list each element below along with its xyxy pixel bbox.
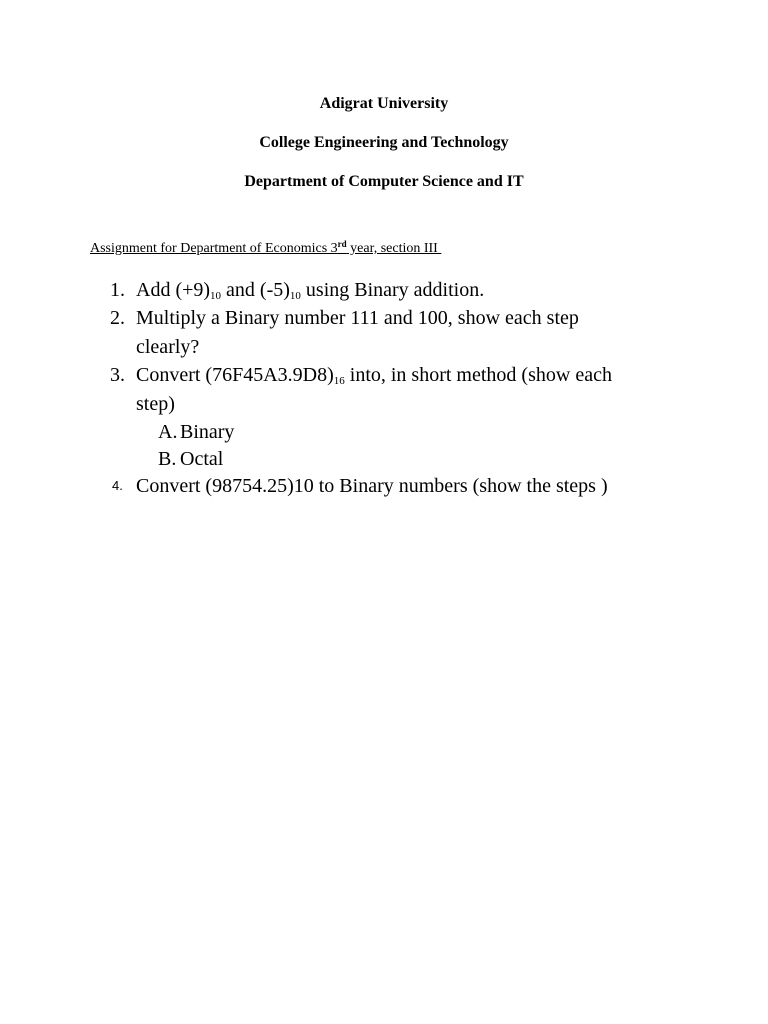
option-b-label: Octal: [180, 448, 224, 470]
option-a-letter: A.: [158, 421, 178, 443]
assignment-title-ordinal: rd: [337, 239, 347, 249]
question-1-number: 1.: [110, 279, 125, 301]
university-heading: Adigrat University: [319, 95, 449, 112]
question-3-base: 16: [333, 375, 345, 387]
question-1-base-a: 10: [210, 290, 222, 302]
question-4: [112, 472, 608, 500]
question-3-option-b: [158, 445, 223, 473]
assignment-title: [90, 239, 441, 259]
question-3-option-a: [158, 418, 234, 446]
assignment-title-suffix: year, section III: [346, 241, 442, 256]
question-2-line-1: Multiply a Binary number 111 and 100, show each step: [136, 307, 579, 329]
question-4-text: Convert (98754.25)10 to Binary numbers (show the steps ): [136, 475, 608, 497]
college-heading: College Engineering and Technology: [259, 134, 509, 151]
question-3-continuation: [136, 390, 175, 418]
question-4-number: 4.: [112, 478, 123, 493]
question-2-line-2: clearly?: [136, 336, 200, 358]
question-3-line-2: step): [136, 393, 175, 415]
question-1-text-b: and (-5): [221, 279, 290, 301]
question-1-base-b: 10: [289, 290, 301, 302]
assignment-title-prefix: Assignment for Department of Economics 3: [90, 241, 338, 256]
option-b-letter: B.: [158, 448, 177, 470]
department-heading: Department of Computer Science and IT: [244, 173, 524, 190]
question-3-text-a: Convert (76F45A3.9D8): [136, 364, 334, 386]
question-1-text-a: Add (+9): [136, 279, 211, 301]
question-2-number: 2.: [110, 307, 125, 329]
question-3-number: 3.: [110, 364, 125, 386]
question-1-text-c: using Binary addition.: [300, 279, 485, 301]
question-2: [110, 304, 579, 332]
question-2-continuation: [136, 333, 199, 361]
option-a-label: Binary: [180, 421, 235, 443]
question-3: [110, 361, 612, 389]
question-1: [110, 276, 485, 304]
question-3-text-b: into, in short method (show each: [344, 364, 612, 386]
